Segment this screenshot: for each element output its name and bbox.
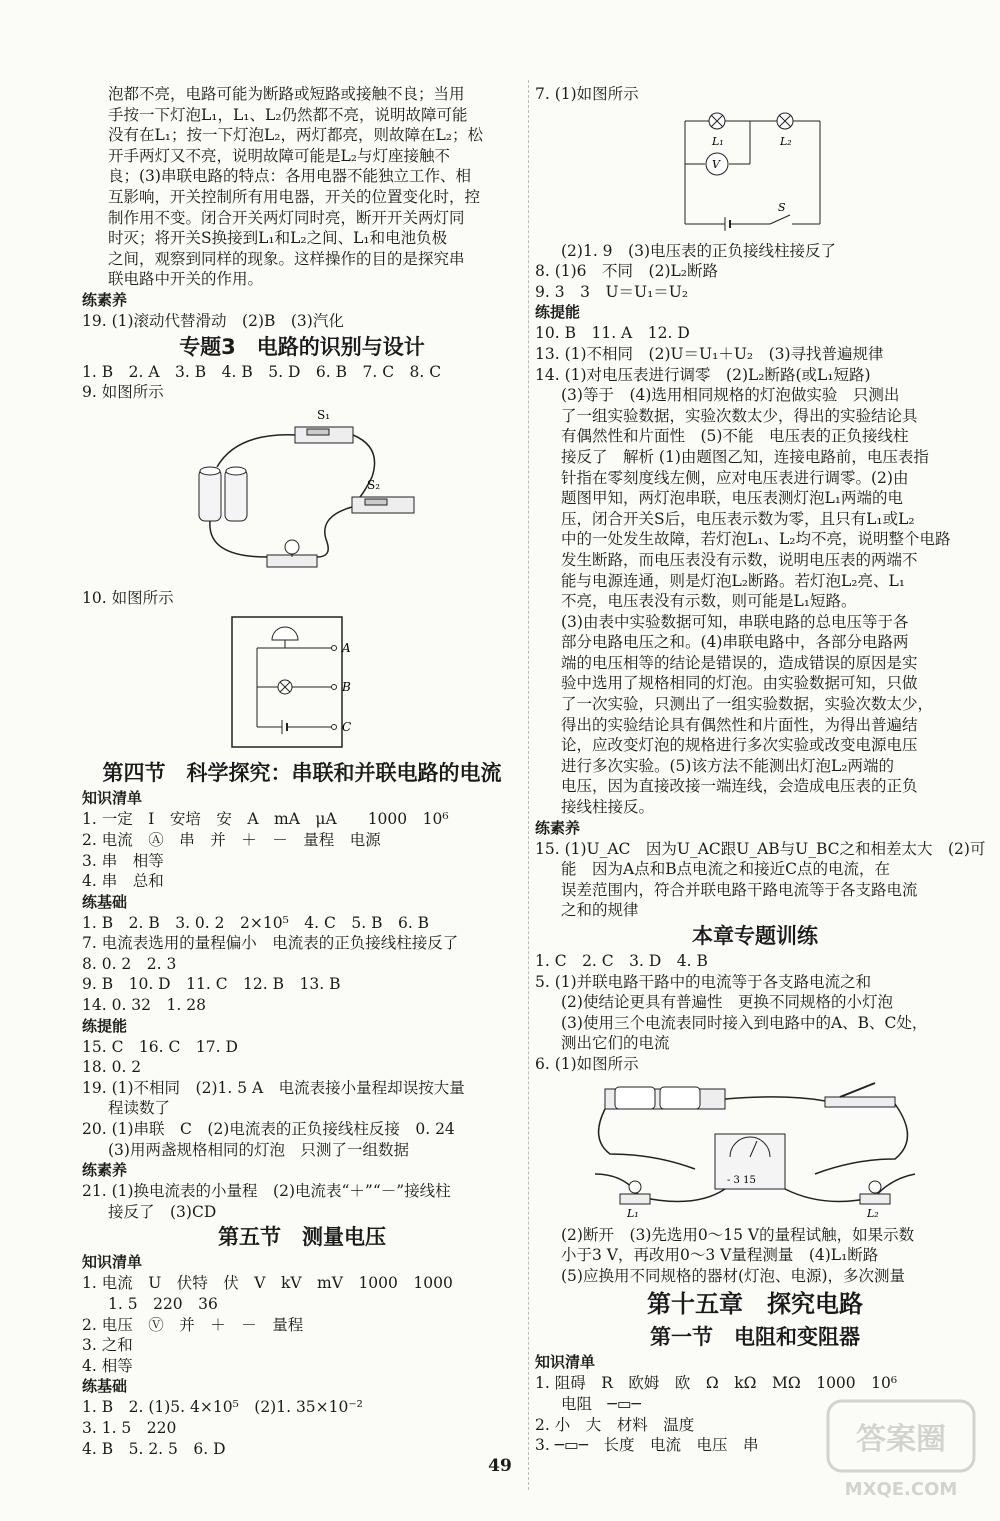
answer-continuation: 小于3 V，再改用0～3 V量程测量 (4)L₁断路 [561, 1246, 879, 1265]
answer-continuation: 能与电源连通，则是灯泡L₂断路。若灯泡L₂亮、L₁ [561, 571, 906, 590]
text-line: 开手两灯又不亮，说明故障可能是L₂与灯座接触不 [108, 146, 451, 165]
answer-continuation: 论，应改变灯泡的规格进行多次实验或改变电源电压 [561, 736, 918, 755]
answer-item: 10. 如图所示 [82, 588, 174, 607]
answer-item: 3. 串 相等 [82, 851, 164, 870]
lamp-l1-label: L₁ [712, 134, 724, 148]
answer-item: 20. (1)串联 C (2)电流表的正负接线柱反接 0. 24 [82, 1120, 455, 1139]
answer-item: 1. B 2. A 3. B 4. B 5. D 6. B 7. C 8. C [82, 362, 442, 381]
answer-item: 1. 阻碍 R 欧姆 欧 Ω kΩ MΩ 1000 10⁶ [535, 1374, 898, 1393]
page-number: 49 [488, 1456, 512, 1476]
answer-continuation: 进行多次实验。(5)该方法不能测出灯泡L₂两端的 [561, 756, 894, 775]
answer-item: 1. 电流 U 伏特 伏 V kV mV 1000 1000 [82, 1274, 453, 1293]
terminal-b-label: B [342, 680, 351, 695]
section-label: 练基础 [82, 892, 128, 911]
lamp-l1-label: L₁ [627, 1206, 639, 1219]
answer-item: 7. (1)如图所示 [535, 85, 639, 103]
answer-continuation: 能 因为A点和B点电流之和接近C点的电流，在 [561, 860, 890, 879]
answer-continuation: (2)1. 9 (3)电压表的正负接线柱接反了 [561, 241, 836, 260]
section-heading: 本章专题训练 [692, 924, 818, 948]
section-label: 练基础 [82, 1377, 128, 1396]
answer-continuation: (2)断开 (3)先选用0～15 V的量程试触，如果示数 [561, 1225, 915, 1244]
answer-item: 9. 3 3 U＝U₁＝U₂ [535, 282, 689, 301]
watermark-top: 答案圈 [856, 1422, 946, 1457]
answer-item: 5. (1)并联电路干路中的电流等于各支路电流之和 [535, 972, 872, 991]
answer-item: 4. 相等 [82, 1356, 133, 1375]
lamp-l2-label: L₂ [867, 1206, 879, 1219]
answer-continuation: 接反了 解析 (1)由题图乙知，连接电路前，电压表指 [561, 447, 929, 466]
answer-continuation: 之和的规律 [561, 901, 639, 920]
answer-item: 4. 串 总和 [82, 872, 164, 891]
answer-continuation: 不亮，电压表没有示数，则可能是L₁短路。 [561, 592, 857, 611]
section-label: 练提能 [82, 1016, 128, 1035]
circuit-figure-9 [177, 407, 427, 582]
section-label: 知识清单 [82, 789, 143, 808]
answer-item: 18. 0. 2 [82, 1058, 142, 1077]
terminal-c-label: C [342, 720, 352, 735]
answer-item: 3. 1. 5 220 [82, 1418, 177, 1437]
answer-item: 19. (1)不相同 (2)1. 5 A 电流表接小量程却误按大量 [82, 1078, 465, 1097]
answer-continuation: (3)用两盏规格相同的灯泡 只测了一组数据 [108, 1140, 409, 1159]
circuit-figure-7 [675, 109, 835, 235]
answer-item: 8. (1)6 不同 (2)L₂断路 [535, 262, 718, 281]
answer-continuation: 接反了 (3)CD [108, 1202, 217, 1221]
answer-item: 2. 电流 Ⓐ 串 并 ＋ － 量程 电源 [82, 830, 381, 849]
right-column [535, 84, 986, 1456]
answer-item: 14. (1)对电压表进行调零 (2)L₂断路(或L₁短路) [535, 365, 871, 384]
answer-continuation: 压，闭合开关S后，电压表示数为零，且只有L₁或L₂ [561, 509, 915, 528]
s1-label: S₁ [317, 407, 331, 422]
answer-continuation: 电阻 ─▭─ [561, 1394, 641, 1413]
answer-continuation: 程读数了 [108, 1099, 171, 1118]
text-line: 时灭；将开关S换接到L₁和L₂之间、L₁和电池负极 [108, 229, 448, 248]
answer-continuation: 有偶然性和片面性 (5)不能 电压表的正负接线柱 [561, 427, 909, 446]
circuit-figure-10 [222, 612, 382, 752]
answer-item: 6. (1)如图所示 [535, 1054, 639, 1073]
answer-continuation: (5)应换用不同规格的器材(灯泡、电源)，多次测量 [561, 1266, 906, 1285]
answer-item: 1. 一定 I 安培 安 A mA μA 1000 10⁶ [82, 810, 449, 829]
answer-continuation: 电压，因为直接改接一端连线，会造成电压表的正负 [561, 777, 918, 796]
text-line: 手按一下灯泡L₁，L₁、L₂仍然都不亮，说明故障可能 [108, 105, 468, 124]
answer-item: 1. B 2. (1)5. 4×10⁵ (2)1. 35×10⁻² [82, 1398, 363, 1417]
left-column [82, 84, 522, 1459]
section-label: 知识清单 [535, 1353, 596, 1372]
text-line: 没有在L₁；按一下灯泡L₂，两灯都亮，则故障在L₂；松 [108, 126, 484, 145]
text-line: 互影响，开关控制所有用电器，开关的位置变化时，控 [108, 187, 481, 206]
answer-item: 3. 之和 [82, 1336, 133, 1355]
section-heading: 第四节 科学探究：串联和并联电路的电流 [102, 761, 502, 786]
text-line: 制作用不变。闭合开关两灯同时亮，断开开关两灯同 [108, 208, 465, 227]
answer-continuation: 验中选用了规格相同的灯泡。由实验数据可知，只做 [561, 674, 918, 693]
answer-continuation: 了一组实验数据，实验次数太少，得出的实验结论具 [561, 406, 918, 425]
section-label: 练提能 [535, 303, 581, 322]
text-line: 良；(3)串联电路的特点：各用电器不能独立工作、相 [108, 167, 471, 186]
section-heading: 专题3 电路的识别与设计 [179, 334, 425, 359]
answer-item: 15. C 16. C 17. D [82, 1037, 238, 1056]
answer-item: 10. B 11. A 12. D [535, 324, 690, 343]
answer-continuation: 测出它们的电流 [561, 1034, 670, 1053]
answer-item: 1. C 2. C 3. D 4. B [535, 952, 708, 970]
chapter-heading: 第十五章 探究电路 [647, 1290, 863, 1319]
answer-continuation: 1. 5 220 36 [108, 1295, 218, 1313]
answer-continuation: 得出的实验结论具有偶然性和片面性，为得出普遍结 [561, 715, 918, 734]
answer-item: 9. 如图所示 [82, 383, 164, 402]
section-heading: 第五节 测量电压 [218, 1225, 386, 1250]
answer-continuation: 误差范围内，符合并联电路干路电流等于各支路电流 [561, 880, 918, 899]
section-heading: 第一节 电阻和变阻器 [650, 1325, 860, 1350]
answer-item: 1. B 2. B 3. 0. 2 2×10⁵ 4. C 5. B 6. B [82, 913, 430, 932]
answer-item: 2. 小 大 材料 温度 [535, 1415, 695, 1434]
switch-s-label: S [778, 200, 786, 214]
circuit-figure-6 [585, 1079, 925, 1219]
answer-item: 8. 0. 2 2. 3 [82, 954, 177, 973]
answer-continuation: (3)等于 (4)选用相同规格的灯泡做实验 只测出 [561, 386, 900, 405]
answer-item: 14. 0. 32 1. 28 [82, 996, 206, 1015]
answer-item: 13. (1)不相同 (2)U＝U₁＋U₂ (3)寻找普遍规律 [535, 344, 884, 363]
section-label: 知识清单 [82, 1253, 143, 1272]
answer-item: 2. 电压 Ⓥ 并 ＋ － 量程 [82, 1315, 304, 1334]
answer-continuation: 中的一处发生故障，若灯泡L₁、L₂均不亮，说明整个电路 [561, 530, 951, 549]
answer-item: 7. 电流表选用的量程偏小 电流表的正负接线柱接反了 [82, 934, 459, 953]
answer-continuation: 发生断路，而电压表没有示数，说明电压表的两端不 [561, 550, 918, 569]
text-line: 泡都不亮，电路可能为断路或短路或接触不良；当用 [108, 85, 465, 103]
section-label: 练素养 [535, 818, 581, 837]
answer-continuation: (2)使结论更具有普遍性 更换不同规格的小灯泡 [561, 993, 893, 1012]
answer-continuation: 端的电压相等的结论是错误的，造成错误的原因是实 [561, 653, 918, 672]
answer-item: 4. B 5. 2. 5 6. D [82, 1439, 226, 1458]
text-line: 联电路中开关的作用。 [108, 270, 264, 289]
answer-continuation: 题图甲知，两灯泡串联，电压表测灯泡L₁两端的电 [561, 489, 904, 508]
s2-label: S₂ [367, 477, 381, 492]
answer-item: 19. (1)滚动代替滑动 (2)B (3)汽化 [82, 311, 344, 330]
answer-item: 21. (1)换电流表的小量程 (2)电流表“＋”“－”接线柱 [82, 1182, 451, 1201]
answer-continuation: 部分电路电压之和。(4)串联电路中，各部分电路两 [561, 633, 909, 652]
lamp-l2-label: L₂ [780, 134, 792, 148]
answer-item: 15. (1)U_AC 因为U_AC跟U_AB与U_BC之和相差太大 (2)可 [535, 839, 986, 858]
meter-terminal-label: - 3 15 [727, 1174, 756, 1186]
answer-continuation: 接线柱接反。 [561, 798, 655, 817]
answer-item: 9. B 10. D 11. C 12. B 13. B [82, 975, 341, 994]
column-divider [528, 80, 529, 1490]
section-label: 练素养 [82, 1161, 128, 1180]
answer-continuation: (3)由表中实验数据可知，串联电路的总电压等于各 [561, 612, 909, 631]
watermark-logo [826, 1399, 976, 1503]
section-label: 练素养 [82, 290, 128, 309]
answer-item: 3. ─▭─ 长度 电流 电压 串 [535, 1436, 759, 1455]
answer-continuation: 针指在零刻度线左侧，应对电压表进行调零。(2)由 [561, 468, 909, 487]
text-line: 之间，观察到同样的现象。这样操作的目的是探究串 [108, 249, 465, 268]
terminal-a-label: A [342, 641, 351, 656]
answer-continuation: (3)使用三个电流表同时接入到电路中的A、B、C处， [561, 1013, 928, 1032]
watermark-bottom: MXQE.COM [844, 1479, 958, 1500]
voltmeter-label: V [712, 157, 720, 171]
answer-continuation: 了一次实验，只测出了一组实验数据，实验次数太少， [561, 695, 934, 714]
